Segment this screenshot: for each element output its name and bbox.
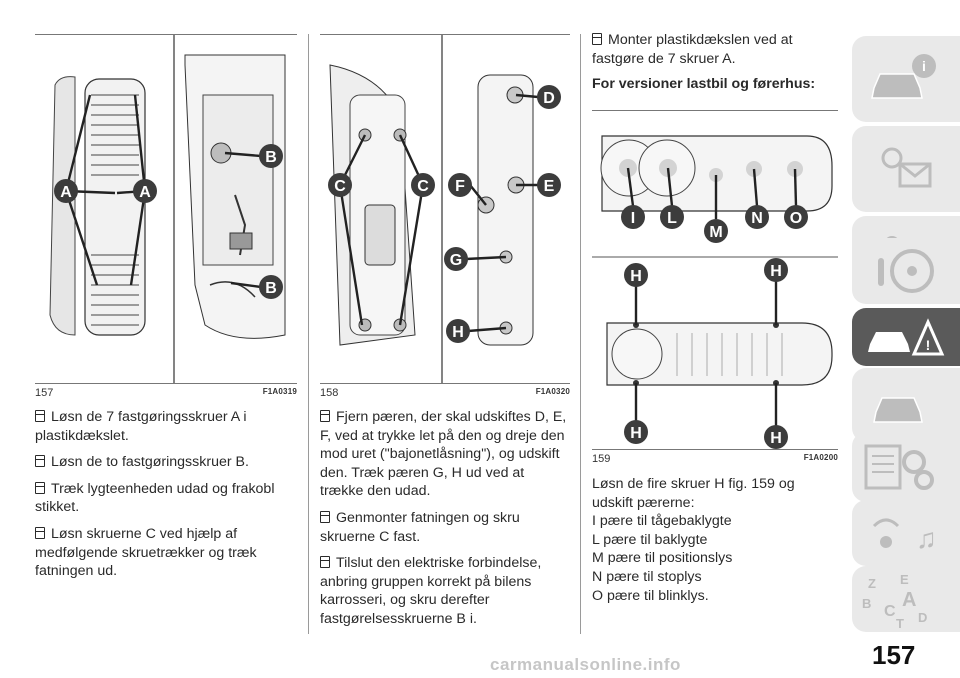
callout-c: C — [334, 178, 346, 195]
figure-159 — [592, 110, 838, 465]
svg-text:B: B — [862, 596, 872, 611]
callout-h: H — [770, 263, 782, 280]
callout-e: E — [543, 178, 555, 195]
callout-b: B — [265, 149, 277, 166]
callout-c: C — [417, 178, 429, 195]
callout-m: M — [709, 224, 723, 241]
svg-text:♫: ♫ — [916, 523, 937, 554]
instruction-item: Løsn de to fastgøringsskruer B. — [35, 453, 297, 472]
bulb-list-item: I pære til tågebaklygte — [592, 513, 732, 530]
svg-text:i: i — [922, 58, 926, 74]
side-tab-index[interactable] — [852, 566, 960, 632]
side-tab-emergency[interactable] — [852, 308, 960, 366]
bullet-icon — [320, 556, 330, 568]
svg-text:Z: Z — [868, 576, 876, 591]
callout-d: D — [543, 90, 555, 107]
column-divider — [580, 34, 581, 634]
bulb-list-item: O pære til blinklys. — [592, 587, 709, 604]
callout-h: H — [630, 425, 642, 442]
bullet-icon — [35, 527, 45, 539]
callout-i: I — [630, 210, 636, 227]
bulb-list-item: M pære til positionslys — [592, 550, 733, 567]
callout-h: H — [770, 430, 782, 447]
bullet-icon — [320, 410, 330, 422]
instruction-item: Genmonter fatningen og skru skruerne C fast. — [320, 509, 520, 545]
side-tab-warning-lights[interactable] — [852, 126, 960, 212]
callout-h: H — [452, 324, 464, 341]
figure-caption — [592, 453, 838, 465]
svg-text:D: D — [918, 610, 928, 625]
multimedia-icon — [852, 500, 960, 566]
figure-158-illustration — [320, 35, 570, 383]
warning-lights-icon — [852, 126, 960, 212]
steering-wheel-icon — [852, 238, 960, 304]
side-tab-starting[interactable] — [852, 238, 960, 304]
instruction-item: Træk lygteenheden udad og frakobl stikket. — [35, 480, 275, 516]
side-tab-specs[interactable] — [852, 432, 960, 502]
body-text: Løsn de fire skruer H fig. 159 og udskift pærerne: — [592, 476, 795, 511]
figure-code: F1A0319 — [262, 387, 297, 396]
figure-code: F1A0200 — [803, 453, 838, 462]
instruction-item: Løsn de 7 fastgøringsskruer A i plastikdækslet. — [35, 409, 247, 444]
callout-o: O — [789, 210, 803, 227]
svg-text:T: T — [896, 616, 904, 631]
section-heading: For versioner lastbil og førerhus: — [592, 76, 816, 93]
instruction-item: Fjern pæren, der skal udskiftes D, E, F, ved at trykke let på den og dreje den mod uret ("bajonetlåsning"), og udskift den. Træk pæren G, H ud ved at trække den udad. — [320, 409, 567, 500]
car-breakdown-icon — [852, 308, 960, 366]
side-tab-service[interactable] — [852, 368, 960, 442]
figure-157 — [35, 34, 297, 399]
figure-caption — [35, 387, 297, 399]
instruction-item: Monter plastikdækslen ved at fastgøre de 7 skruer A. — [592, 32, 793, 67]
callout-f: F — [455, 178, 465, 195]
instruction-item: Tilslut den elektriske forbindelse, anbring gruppen korrekt på bilens karrosseri, og skru derefter fastgørelsesskruerne B i. — [320, 555, 542, 627]
svg-text:!: ! — [925, 337, 931, 353]
alphabetical-index-icon — [852, 566, 960, 632]
bullet-icon — [35, 482, 45, 494]
figure-157-illustration — [35, 35, 297, 383]
bulb-list-item: L pære til baklygte — [592, 531, 708, 548]
bullet-icon — [320, 511, 330, 523]
car-info-icon — [852, 36, 960, 122]
callout-l: L — [667, 210, 677, 227]
instruction-item: Løsn skruerne C ved hjælp af medfølgende skruetrækker og træk fatningen ud. — [35, 525, 257, 580]
svg-text:E: E — [900, 572, 909, 587]
side-tab-multimedia[interactable] — [852, 500, 960, 566]
car-service-icon — [852, 368, 960, 442]
figure-code: F1A0320 — [535, 387, 570, 396]
callout-b: B — [265, 280, 277, 297]
figure-caption — [320, 387, 570, 399]
figure-159-illustration — [592, 111, 838, 449]
figure-number: 157 — [35, 387, 54, 399]
callout-a: A — [139, 184, 151, 201]
bullet-icon — [592, 33, 602, 45]
svg-text:A: A — [902, 589, 917, 611]
callout-g: G — [449, 252, 463, 269]
bulb-list-item: N pære til stoplys — [592, 568, 702, 585]
callout-n: N — [751, 210, 763, 227]
figure-number: 159 — [592, 453, 611, 465]
figure-158 — [320, 34, 570, 399]
watermark: carmanualsonline.info — [490, 655, 681, 674]
callout-a: A — [60, 184, 72, 201]
page-number: 157 — [872, 640, 916, 670]
specs-gears-icon — [852, 432, 960, 502]
callout-h: H — [630, 268, 642, 285]
column-divider — [308, 34, 309, 634]
svg-text:C: C — [884, 603, 896, 620]
figure-number: 158 — [320, 387, 339, 399]
bullet-icon — [35, 410, 45, 422]
bullet-icon — [35, 455, 45, 467]
side-tab-car-info[interactable] — [852, 36, 960, 122]
